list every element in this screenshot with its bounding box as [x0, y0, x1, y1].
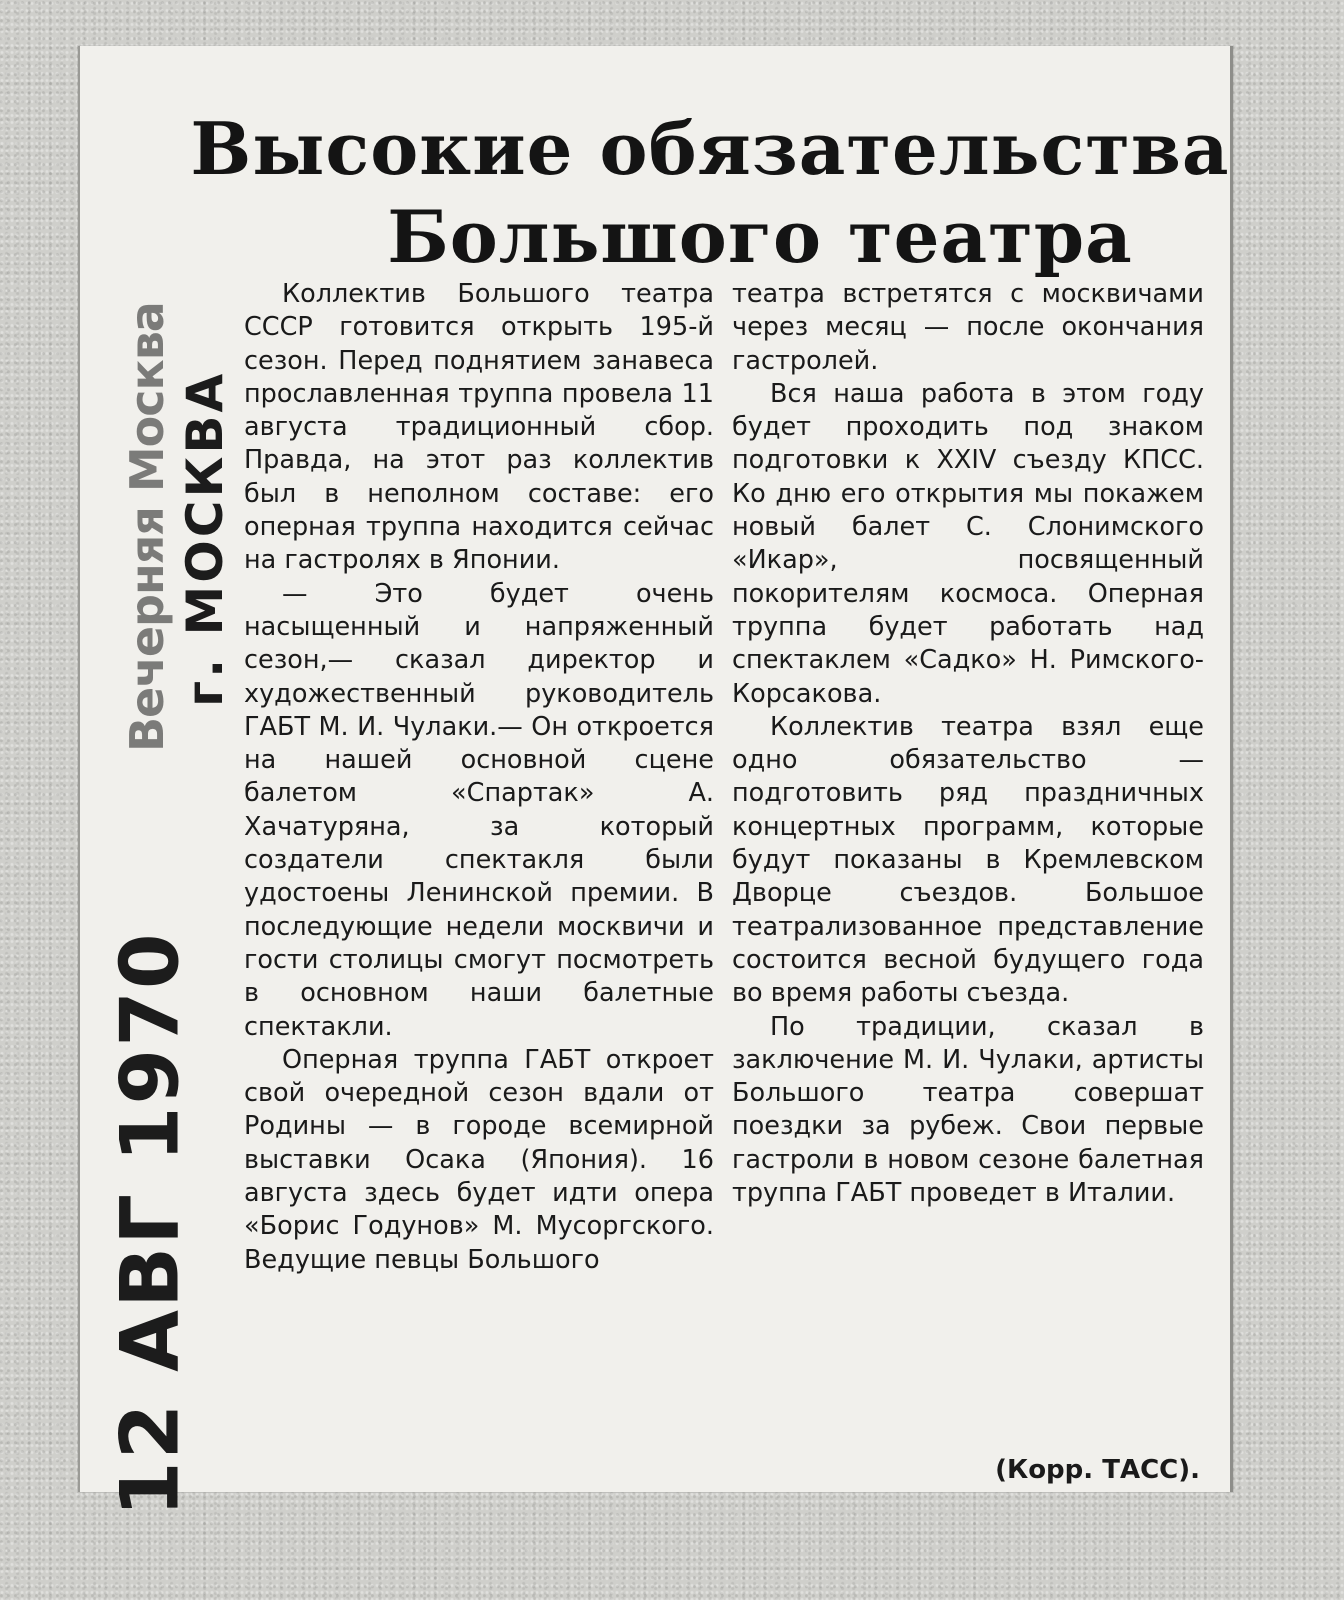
paragraph: театра встретятся с москвичами через месяц — после окончания гастролей. — [732, 279, 1204, 376]
newspaper-name-stamp: Вечерняя Москва — [120, 302, 174, 752]
article-column-left — [244, 278, 714, 1277]
headline-line-1: Высокие обязательства — [190, 106, 1230, 191]
paragraph: — Это будет очень насыщенный и напряженный сезон,— сказал директор и художественный руководитель ГАБТ М. И. Чулаки.— Он откроется на нашей основной сцене балетом «Спартак» А. Хачатуряна, за который создатели спектакля были удостоены Ленинской премии. В последующие недели москвичи и гости столицы смогут посмотреть в основном наши балетные спектакли. — [244, 578, 714, 1042]
paragraph: Вся наша работа в этом году будет проходить под знаком подготовки к XXIV съезду КПСС. Ко дню его открытия мы покажем новый балет С. Слонимского «Икар», посвященный покорителям космоса. Оперная труппа будет работать над спектаклем «Садко» Н. Римского-Корсакова. — [732, 378, 1204, 709]
city-stamp: г. МОСКВА — [176, 370, 234, 708]
paragraph: Коллектив театра взял еще одно обязательство — подготовить ряд праздничных концертных программ, которые будут показаны в Кремлевском Дворце съездов. Большое театрализованное представление состоится весной будущего года во время работы съезда. — [732, 711, 1204, 1009]
headline-line-2: Большого театра — [387, 194, 1133, 279]
paragraph: Коллектив Большого театра СССР готовится открыть 195-й сезон. Перед поднятием занавеса прославленная труппа провела 11 августа традиционный сбор. Правда, на этот раз коллектив был в неполном составе: его оперная труппа находится сейчас на гастролях в Японии. — [244, 279, 714, 576]
newspaper-clipping — [78, 46, 1233, 1517]
byline-signature: (Корр. ТАСС). — [995, 1455, 1200, 1485]
date-stamp: 12 АВГ 1970 — [103, 931, 197, 1517]
paragraph: По традиции, сказал в заключение М. И. Чулаки, артисты Большого театра совершат поездки за рубеж. Свои первые гастроли в новом сезоне балетная труппа ГАБТ проведет в Италии. — [732, 1011, 1204, 1209]
paragraph: Оперная труппа ГАБТ откроет свой очередной сезон вдали от Родины — в городе всемирной выставки Осака (Япония). 16 августа здесь будет идти опера «Борис Годунов» М. Мусоргского. Ведущие певцы Большого — [244, 1044, 714, 1275]
article-column-right — [732, 278, 1204, 1210]
